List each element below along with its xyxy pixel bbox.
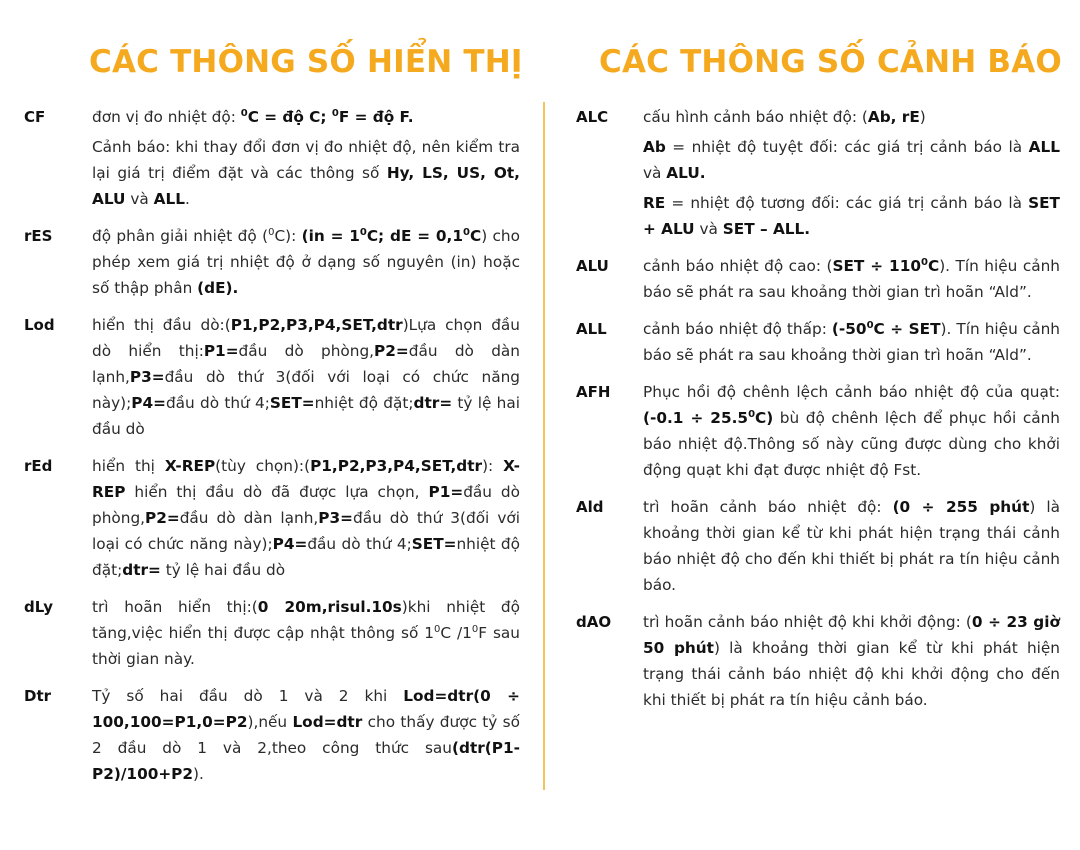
text-run: và (125, 190, 154, 208)
bold-text: SET= (269, 394, 315, 412)
degree-superscript: 0 (434, 624, 441, 635)
parameter-description (643, 609, 1060, 717)
parameter-code: CF (24, 108, 46, 126)
alarm-parameters-title: CÁC THÔNG SỐ CẢNH BÁO (599, 44, 1062, 80)
parameter-description (643, 494, 1060, 602)
text-run: hiển thị đầu dò:( (92, 316, 231, 334)
text-run: hiển thị (92, 457, 165, 475)
bold-text: F = độ F. (338, 108, 414, 126)
bold-text: 0 20m,risul.10s (257, 598, 402, 616)
bold-text: C (469, 227, 482, 245)
text-run: độ phân giải nhiệt độ ( (92, 227, 269, 245)
parameter-code: dLy (24, 598, 54, 616)
parameter-description (92, 683, 520, 791)
bold-text: C) (755, 409, 774, 427)
description-paragraph (643, 494, 1060, 598)
description-paragraph (643, 609, 1060, 713)
text-run: Phục hồi độ chênh lệch cảnh báo nhiệt độ của quạt: (643, 383, 1060, 401)
parameter-row-dtr (24, 683, 520, 791)
bold-text: dtr= (122, 561, 161, 579)
degree-superscript: 0 (359, 227, 367, 238)
parameter-row-ald (576, 494, 1060, 602)
bold-text: P4= (272, 535, 308, 553)
text-run: đầu dò thứ 4; (307, 535, 412, 553)
text-run: Tỷ số hai đầu dò 1 và 2 khi (92, 687, 404, 705)
parameter-description (643, 104, 1060, 246)
degree-superscript: 0 (748, 409, 756, 420)
text-run: . (184, 190, 190, 208)
bold-text: Lod=dtr (292, 713, 363, 731)
parameter-description (643, 316, 1060, 372)
text-run: trì hoãn cảnh báo nhiệt độ: (643, 498, 893, 516)
bold-text: SET – ALL. (722, 220, 811, 238)
bold-text: C (927, 257, 940, 275)
degree-superscript: 0 (268, 227, 275, 238)
text-run: = nhiệt độ tuyệt đối: các giá trị cảnh báo là (665, 138, 1029, 156)
bold-text: Ab, rE (867, 108, 920, 126)
text-run: ). Tín hiệu cảnh báo sẽ phát ra sau khoảng thời gian trì hoãn “Ald”. (643, 257, 1060, 301)
parameter-row-alu (576, 253, 1060, 309)
display-parameters-list (24, 104, 520, 798)
superscript (748, 409, 755, 420)
text-run: cho thấy được tỷ số 2 đầu dò 1 và 2,theo công thức sau (92, 713, 520, 757)
bold-text: dtr= (413, 394, 453, 412)
parameter-code: AFH (576, 383, 611, 401)
description-paragraph (92, 312, 520, 442)
parameter-description (92, 312, 520, 446)
bold-text: (dE). (197, 279, 239, 297)
text-run: đầu dò dàn lạnh, (92, 342, 520, 386)
text-run: )Lựa chọn đầu dò hiển thị: (92, 316, 520, 360)
text-run: cấu hình cảnh báo nhiệt độ: ( (643, 108, 868, 126)
text-run: = nhiệt độ tương đối: các giá trị cảnh báo là (665, 194, 1029, 212)
superscript (332, 108, 339, 119)
parameter-code: Ald (576, 498, 604, 516)
text-run: ). (193, 765, 204, 783)
description-paragraph (92, 453, 520, 583)
alarm-parameters-list (576, 104, 1060, 724)
text-run: ): (482, 457, 504, 475)
text-run: C): (274, 227, 302, 245)
parameter-row-all (576, 316, 1060, 372)
parameter-code: rEd (24, 457, 53, 475)
bold-text: ALL (153, 190, 185, 208)
bold-text: Ab (643, 138, 666, 156)
superscript (921, 257, 928, 268)
text-run: đầu dò thứ 4; (165, 394, 270, 412)
bold-text: (-50 (831, 320, 867, 338)
text-run: ) (919, 108, 926, 126)
bold-text: C; dE = 0,1 (366, 227, 463, 245)
bold-text: P1= (428, 483, 464, 501)
degree-superscript: 0 (471, 624, 479, 635)
description-paragraph (643, 379, 1060, 483)
parameter-row-cf (24, 104, 520, 216)
bold-text: 0 ÷ 23 giờ 50 phút (643, 613, 1060, 657)
text-run: đơn vị đo nhiệt độ: (92, 108, 241, 126)
description-paragraph (643, 104, 1060, 130)
parameter-code: rES (24, 227, 53, 245)
bold-text: Lod=dtr(0 ÷ 100,100=P1,0=P2 (92, 687, 520, 731)
description-paragraph (92, 223, 520, 301)
degree-superscript: 0 (240, 108, 248, 119)
parameter-code: Lod (24, 316, 55, 334)
bold-text: ALU. (666, 164, 706, 182)
parameter-description (92, 104, 520, 216)
parameter-row-lod (24, 312, 520, 446)
text-run: ),nếu (247, 713, 293, 731)
bold-text: C ÷ SET (873, 320, 941, 338)
parameter-row-dao (576, 609, 1060, 717)
bold-text: Hy, LS, US, Ot, ALU (92, 164, 520, 208)
superscript (867, 320, 874, 331)
superscript (463, 227, 470, 238)
description-paragraph (92, 134, 520, 212)
text-run: nhiệt độ đặt; (92, 535, 520, 579)
bold-text: X-REP (92, 457, 521, 501)
text-run: cảnh báo nhiệt độ cao: ( (643, 257, 833, 275)
bold-text: P1= (203, 342, 239, 360)
description-paragraph (92, 104, 520, 130)
text-run: Cảnh báo: khi thay đổi đơn vị đo nhiệt độ, nên kiểm tra lại giá trị điểm đặt và các thông số (92, 138, 520, 182)
bold-text: SET ÷ 110 (832, 257, 921, 275)
bold-text: (dtr(P1-P2)/100+P2 (92, 739, 520, 783)
superscript (241, 108, 248, 119)
text-run: tỷ lệ hai đầu dò (160, 561, 286, 579)
parameter-code: Dtr (24, 687, 52, 705)
text-run: trì hoãn hiển thị:( (92, 598, 258, 616)
bold-text: P2= (145, 509, 180, 527)
parameter-row-red (24, 453, 520, 587)
parameter-description (643, 253, 1060, 309)
bold-text: P1,P2,P3,P4,SET,dtr (310, 457, 483, 475)
text-run: và (643, 164, 667, 182)
text-run: đầu dò dàn lạnh, (179, 509, 319, 527)
text-run: đầu dò phòng, (92, 483, 520, 527)
parameter-row-alc (576, 104, 1060, 246)
parameter-row-dly (24, 594, 520, 676)
text-run: tỷ lệ hai đầu dò (92, 394, 520, 438)
parameter-row-afh (576, 379, 1060, 487)
display-parameters-title: CÁC THÔNG SỐ HIỂN THỊ (89, 44, 523, 80)
bold-text: SET + ALU (643, 194, 1060, 238)
column-divider (543, 102, 545, 790)
text-run: bù độ chênh lệch để phục hồi cảnh báo nhiệt độ.Thông số này cũng được dùng cho khởi động quạt khi đạt được nhiệt độ Fst. (643, 409, 1061, 479)
bold-text: P1,P2,P3,P4,SET,dtr (230, 316, 403, 334)
text-run: ). Tín hiệu cảnh báo sẽ phát ra sau khoảng thời gian trì hoãn “Ald”. (643, 320, 1060, 364)
text-run: trì hoãn cảnh báo nhiệt độ khi khởi động: ( (643, 613, 972, 631)
text-run: ) cho phép xem giá trị nhiệt độ ở dạng số nguyên (in) hoặc số thập phân (92, 227, 520, 297)
parameter-description (643, 379, 1060, 487)
bold-text: (-0.1 ÷ 25.5 (643, 409, 749, 427)
text-run: )khi nhiệt độ tăng,việc hiển thị được cập nhật thông số 1 (92, 598, 520, 642)
parameter-description (92, 453, 520, 587)
bold-text: RE (643, 194, 666, 212)
bold-text: X-REP (164, 457, 216, 475)
description-paragraph (643, 190, 1060, 242)
text-run: đầu dò phòng, (238, 342, 375, 360)
parameter-code: dAO (576, 613, 612, 631)
bold-text: ALL (1028, 138, 1060, 156)
text-run: đầu dò thứ 3(đối với loại có chức năng này); (92, 368, 520, 412)
text-run: C /1 (440, 624, 472, 642)
degree-superscript: 0 (920, 257, 928, 268)
bold-text: P2= (374, 342, 409, 360)
bold-text: P4= (131, 394, 166, 412)
text-run: (tùy chọn):( (215, 457, 311, 475)
parameter-code: ALU (576, 257, 609, 275)
description-paragraph (643, 253, 1060, 305)
text-run: nhiệt độ đặt; (314, 394, 414, 412)
parameter-row-res (24, 223, 520, 305)
bold-text: (0 ÷ 255 phút (892, 498, 1030, 516)
description-paragraph (92, 594, 520, 672)
degree-superscript: 0 (462, 227, 470, 238)
parameter-code: ALL (576, 320, 607, 338)
bold-text: (in = 1 (301, 227, 360, 245)
parameter-code: ALC (576, 108, 609, 126)
description-paragraph (92, 683, 520, 787)
text-run: và (694, 220, 723, 238)
description-paragraph (643, 316, 1060, 368)
text-run: đầu dò thứ 3(đối với loại có chức năng này); (92, 509, 520, 553)
parameter-description (92, 594, 520, 676)
bold-text: SET= (411, 535, 457, 553)
bold-text: C = độ C; (247, 108, 332, 126)
parameter-description (92, 223, 520, 305)
text-run: F sau thời gian này. (92, 624, 520, 668)
text-run: cảnh báo nhiệt độ thấp: (643, 320, 832, 338)
text-run: hiển thị đầu dò đã được lựa chọn, (125, 483, 429, 501)
text-run: ) là khoảng thời gian kể từ khi phát hiện trạng thái cảnh báo nhiệt độ khi khởi động cho đến khi thiết bị phát ra tín hiệu cảnh báo. (643, 639, 1061, 709)
degree-superscript: 0 (331, 108, 339, 119)
superscript (360, 227, 367, 238)
text-run: ) là khoảng thời gian kể từ khi phát hiện trạng thái cảnh báo nhiệt độ cho đến khi thiết bị phát ra tín hiệu cảnh báo. (643, 498, 1060, 594)
description-paragraph (643, 134, 1060, 186)
bold-text: P3= (318, 509, 353, 527)
degree-superscript: 0 (866, 320, 874, 331)
bold-text: P3= (129, 368, 165, 386)
